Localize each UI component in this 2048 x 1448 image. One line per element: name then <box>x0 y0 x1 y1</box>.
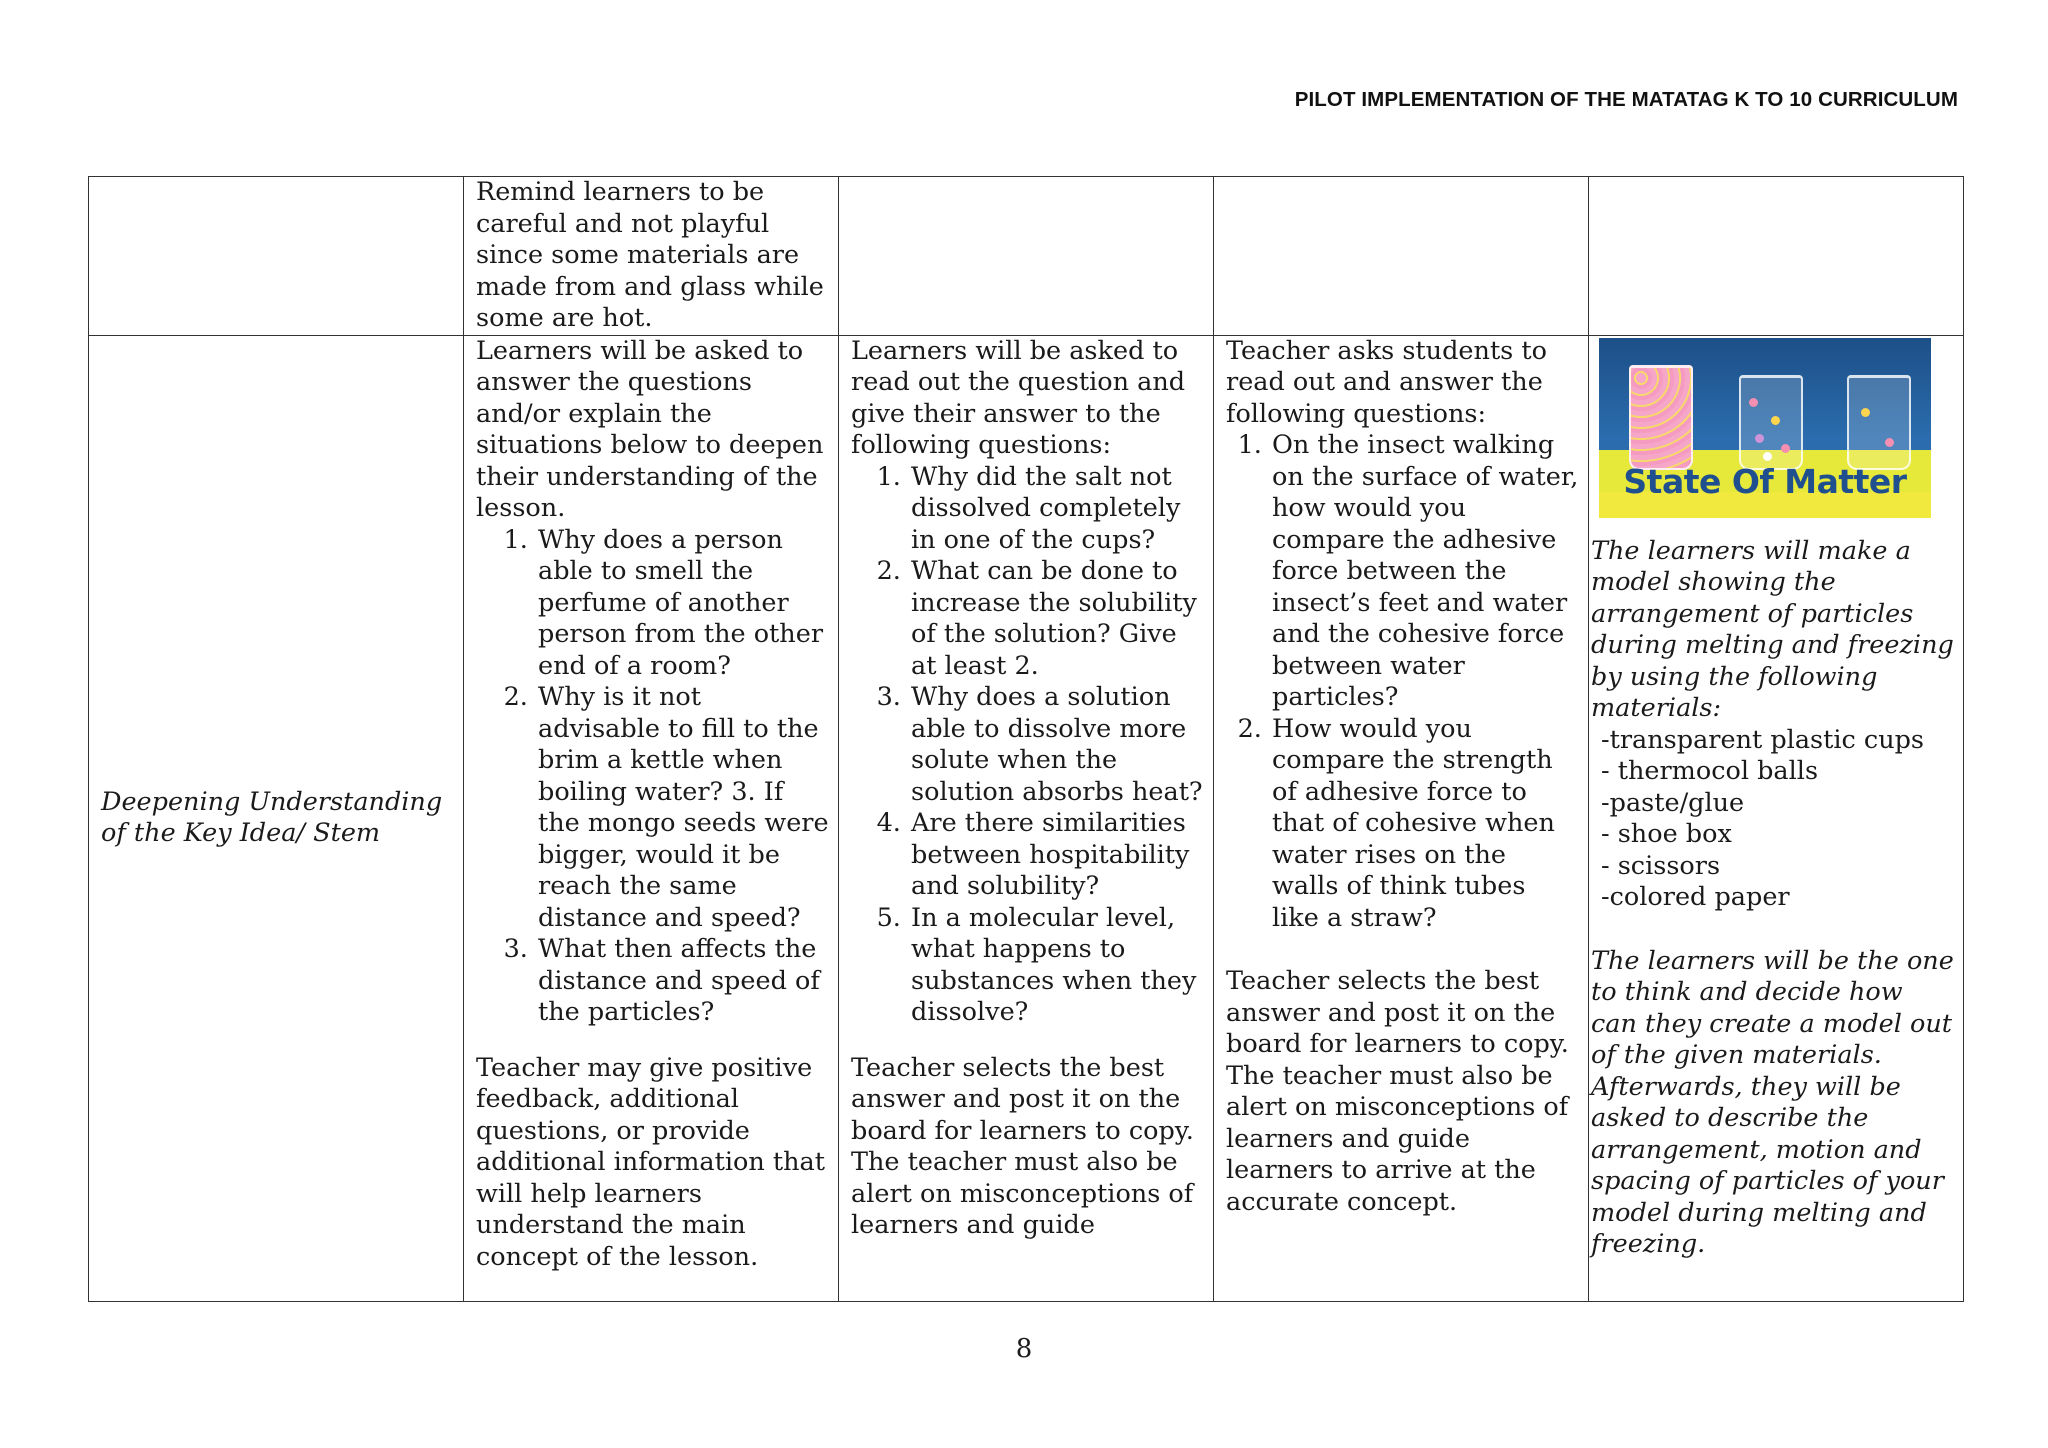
lesson-plan-table <box>88 176 1964 1302</box>
cell-intro: Learners will be asked to answer the questions and/or explain the situations below to deepen their understanding of the lesson. <box>476 335 824 523</box>
list-item: -colored paper <box>1601 882 1790 912</box>
table-row <box>89 177 1964 336</box>
question-item: 3. What then affects the distance and speed of the particles? <box>536 934 830 1029</box>
question-list <box>1226 430 1580 934</box>
cell-closing: Teacher may give positive feedback, additional questions, or provide additional information that will help learners understand the main concept of the lesson. <box>476 1052 825 1272</box>
list-item: - shoe box <box>1601 819 1732 849</box>
deepening-questions-cell-3 <box>1214 335 1589 1301</box>
question-item: 4. Are there similarities between hospitability and solubility? <box>909 808 1205 903</box>
question-item: 1. On the insect walking on the surface of water, how would you compare the adhesive force between the insect’s feet and water and the cohesive force between water particles? <box>1270 430 1580 714</box>
page-number: 8 <box>1015 1334 1033 1364</box>
question-list <box>851 462 1205 1029</box>
cell-closing: The learners will be the one to think and decide how can they create a model out of the given materials. Afterwards, they will be asked to describe the arrangement, motion and spacing of particles of your model during melting and freezing. <box>1591 945 1954 1259</box>
question-list <box>476 525 830 1029</box>
question-item: 5. In a molecular level, what happens to substances when they dissolve? <box>909 903 1205 1029</box>
table-cell-empty <box>89 177 464 336</box>
table-cell-empty <box>1214 177 1589 336</box>
question-item: 2. Why is it not advisable to fill to the brim a kettle when boiling water? 3. If the mongo seeds were bigger, would it be reach the same distance and speed? <box>536 682 830 934</box>
list-item: -paste/glue <box>1601 787 1745 818</box>
list-item: -transparent plastic cups <box>1601 724 1925 755</box>
question-item: 1. Why does a person able to smell the perfume of another person from the other end of a room? <box>536 525 830 683</box>
list-item: - scissors <box>1601 850 1721 881</box>
question-item: 2. How would you compare the strength of adhesive force to that of cohesive when water rises on the walls of think tubes like a straw? <box>1270 714 1580 935</box>
list-item: - thermocol balls <box>1601 756 1819 786</box>
cell-closing: Teacher selects the best answer and post it on the board for learners to copy. The teacher must also be alert on misconceptions of learners and guide learners to arrive at the accurate concept. <box>1226 966 1569 1217</box>
cell-intro: Learners will be asked to read out the question and give their answer to the following questions: <box>851 335 1186 460</box>
document-header: PILOT IMPLEMENTATION OF THE MATATAG K TO 10 CURRICULUM <box>1294 88 1958 111</box>
cell-closing: Teacher selects the best answer and post it on the board for learners to copy. The teacher must also be alert on misconceptions of learners and guide <box>851 1052 1194 1240</box>
image-caption: State Of Matter <box>1623 461 1907 501</box>
row-label: Deepening Understanding of the Key Idea/ Stem <box>89 335 464 1301</box>
question-item: 1. Why did the salt not dissolved completely in one of the cups? <box>909 462 1205 557</box>
activity-instruction: The learners will make a model showing the arrangement of particles during melting and freezing by using the following materials: <box>1591 535 1954 723</box>
deepening-questions-cell-2 <box>839 335 1214 1301</box>
table-cell-empty <box>1589 177 1964 336</box>
table-row <box>89 335 1964 1301</box>
materials-list <box>1591 725 1955 914</box>
state-of-matter-image <box>1599 338 1931 518</box>
deepening-questions-cell-1 <box>464 335 839 1301</box>
table-cell-empty <box>839 177 1214 336</box>
question-item: 2. What can be done to increase the solubility of the solution? Give at least 2. <box>909 556 1205 682</box>
cell-intro: Teacher asks students to read out and answer the following questions: <box>1226 335 1547 429</box>
safety-reminder-cell: Remind learners to be careful and not playful since some materials are made from and glass while some are hot. <box>464 177 839 336</box>
model-activity-cell <box>1589 335 1964 1301</box>
question-item: 3. Why does a solution able to dissolve more solute when the solution absorbs heat? <box>909 682 1205 808</box>
